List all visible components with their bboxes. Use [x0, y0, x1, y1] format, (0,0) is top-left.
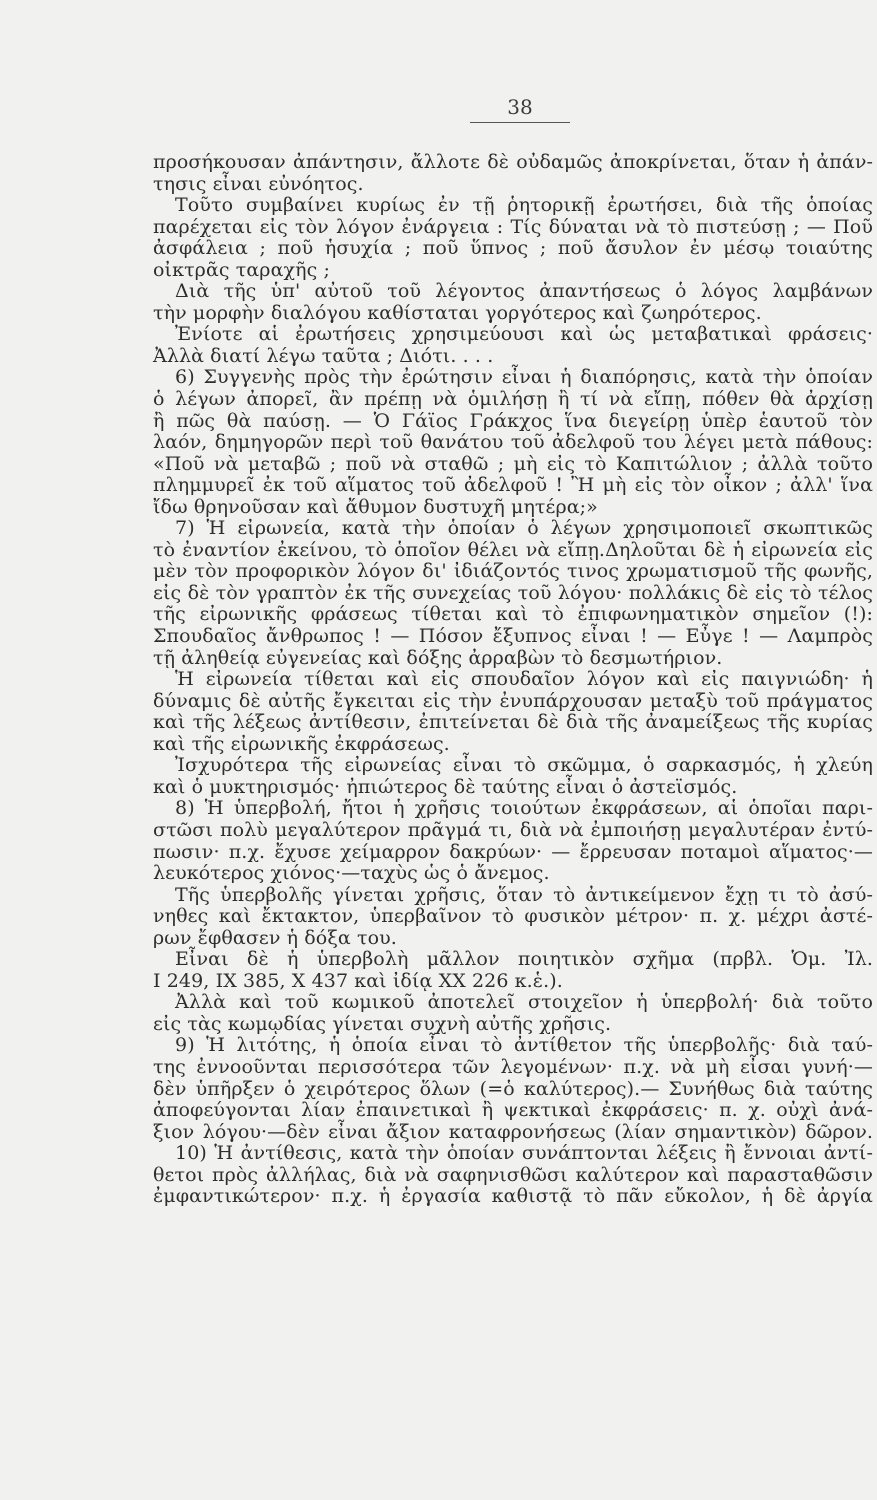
text-line: οἰκτρᾶς ταραχῆς ; — [153, 258, 330, 281]
text-line: Διὰ τῆς ὑπ' αὐτοῦ τοῦ λέγοντος ἀπαντήσεως ὁ λόγος λαμβάνων — [175, 280, 873, 303]
text-line: προσήκουσαν ἀπάντησιν, ἄλλοτε δὲ οὐδαμῶς ἀποκρίνεται, ὅταν ἡ ἀπάν- — [153, 151, 873, 173]
text-line: ἀποφεύγονται λίαν ἐπαινετικαὶ ἢ ψεκτικαὶ ἐκφράσεις· π. χ. οὐχὶ ἀνά- — [153, 1099, 873, 1122]
body-text — [153, 152, 873, 1208]
text-line: Ἐνίοτε αἱ ἐρωτήσεις χρησιμεύουσι καὶ ὡς μεταβατικαὶ φράσεις· — [175, 323, 873, 346]
text-line: λαόν, δημηγορῶν περὶ τοῦ θανάτου τοῦ ἀδελφοῦ του λέγει μετὰ πάθους: — [153, 431, 873, 454]
text-line: ἢ πῶς θὰ παύσῃ. — Ὁ Γάϊος Γράκχος ἵνα διεγείρῃ ὑπὲρ ἑαυτοῦ τὸν — [153, 409, 873, 432]
page-number-rule — [470, 122, 570, 123]
text-line: τὸ ἐναντίον ἐκείνου, τὸ ὁποῖον θέλει νὰ εἴπῃ.Δηλοῦται δὲ ἡ εἰρωνεία εἰς — [153, 538, 873, 561]
text-line: καὶ τῆς εἰρωνικῆς ἐκφράσεως. — [153, 732, 450, 755]
text-line: Ἰσχυρότερα τῆς εἰρωνείας εἶναι τὸ σκῶμμα, ὁ σαρκασμός, ἡ χλεύη — [175, 754, 873, 777]
text-line: Σπουδαῖος ἄνθρωπος ! — Πόσον ἔξυπνος εἶναι ! — Εὖγε ! — Λαμπρὸς — [153, 625, 873, 648]
text-line: 7) Ἡ εἰρωνεία, κατὰ τὴν ὁποίαν ὁ λέγων χρησιμοποιεῖ σκωπτικῶς — [175, 517, 873, 540]
text-line: ρων ἔφθασεν ἡ δόξα του. — [153, 926, 397, 949]
text-line: ἀσφάλεια ; ποῦ ἡσυχία ; ποῦ ὕπνος ; ποῦ ἄσυλον ἐν μέσῳ τοιαύτης — [153, 237, 873, 260]
text-line: της ἐννοοῦνται περισσότερα τῶν λεγομένων· π.χ. νὰ μὴ εἶσαι γυνή·— — [153, 1055, 873, 1078]
text-line: νηθες καὶ ἔκτακτον, ὑπερβαῖνον τὸ φυσικὸν μέτρον· π. χ. μέχρι ἀστέ- — [153, 905, 873, 928]
text-line: Ἀλλὰ καὶ τοῦ κωμικοῦ ἀποτελεῖ στοιχεῖον ἡ ὑπερβολή· διὰ τοῦτο — [175, 991, 873, 1014]
text-line: παρέχεται εἰς τὸν λόγον ἐνάργεια : Τίς δύναται νὰ τὸ πιστεύσῃ ; — Ποῦ — [153, 215, 873, 238]
text-line: δὲν ὑπῆρξεν ὁ χειρότερος ὅλων (=ὁ καλύτερος).— Συνήθως διὰ ταύτης — [153, 1077, 873, 1100]
text-line: 9) Ἡ λιτότης, ἡ ὁποία εἶναι τὸ ἀντίθετον τῆς ὑπερβολῆς· διὰ ταύ- — [175, 1034, 873, 1057]
text-line: ὁ λέγων ἀπορεῖ, ἂν πρέπῃ νὰ ὁμιλήσῃ ἢ τί νὰ εἴπῃ, πόθεν θὰ ἀρχίσῃ — [153, 388, 873, 411]
text-line: Ἀλλὰ διατί λέγω ταῦτα ; Διότι. . . . — [153, 344, 494, 367]
text-line: θετοι πρὸς ἀλλήλας, διὰ νὰ σαφηνισθῶσι καλύτερον καὶ παρασταθῶσιν — [153, 1163, 873, 1186]
text-line: Εἶναι δὲ ἡ ὑπερβολὴ μᾶλλον ποιητικὸν σχῆμα (πρβλ. Ὁμ. Ἰλ. — [175, 948, 873, 971]
text-line: ἴδω θρηνοῦσαν καὶ ἄθυμον δυστυχῆ μητέρα;» — [153, 495, 598, 518]
text-line: λευκότερος χιόνος·—ταχὺς ὡς ὁ ἄνεμος. — [153, 862, 550, 885]
text-line: 8) Ἡ ὑπερβολή, ἤτοι ἡ χρῆσις τοιούτων ἐκφράσεων, αἱ ὁποῖαι παρι- — [175, 797, 873, 820]
text-line: I 249, IX 385, X 437 καὶ ἰδίᾳ XX 226 κ.ἑ.). — [153, 969, 563, 992]
text-line: εἰς δὲ τὸν γραπτὸν ἐκ τῆς συνεχείας τοῦ λόγου· πολλάκις δὲ εἰς τὸ τέλος — [153, 581, 873, 604]
text-line: Τοῦτο συμβαίνει κυρίως ἐν τῇ ῥητορικῇ ἐρωτήσει, διὰ τῆς ὁποίας — [175, 194, 873, 217]
text-line: ἐμφαντικώτερον· π.χ. ἡ ἐργασία καθιστᾷ τὸ πᾶν εὔκολον, ἡ δὲ ἀργία — [153, 1185, 873, 1208]
text-line: ξιον λόγου·—δὲν εἶναι ἄξιον καταφρονήσεως (λίαν σημαντικὸν) δῶρον. — [153, 1120, 873, 1143]
text-line: τῇ ἀληθείᾳ εὐγενείας καὶ δόξης ἀρραβὼν τὸ δεσμωτήριον. — [153, 646, 723, 669]
text-line: τὴν μορφὴν διαλόγου καθίσταται γοργότερος καὶ ζωηρότερος. — [153, 301, 762, 324]
text-line: καὶ τῆς λέξεως ἀντίθεσιν, ἐπιτείνεται δὲ διὰ τῆς ἀναμείξεως τῆς κυρίας — [153, 711, 873, 734]
text-line: στῶσι πολὺ μεγαλύτερον πρᾶγμά τι, διὰ νὰ ἐμποιήσῃ μεγαλυτέραν ἐντύ- — [153, 818, 873, 841]
page-number: 38 — [507, 95, 533, 119]
text-line: «Ποῦ νὰ μεταβῶ ; ποῦ νὰ σταθῶ ; μὴ εἰς τὸ Καπιτώλιον ; ἀλλὰ τοῦτο — [153, 452, 873, 475]
text-line: πωσιν· π.χ. ἔχυσε χείμαρρον δακρύων· — ἔρρευσαν ποταμοὶ αἵματος·— — [153, 840, 873, 863]
text-line: τησις εἶναι εὐνόητος. — [153, 172, 364, 195]
text-line: τῆς εἰρωνικῆς φράσεως τίθεται καὶ τὸ ἐπιφωνηματικὸν σημεῖον (!): — [153, 603, 873, 626]
text-line: Ἡ εἰρωνεία τίθεται καὶ εἰς σπουδαῖον λόγον καὶ εἰς παιγνιώδη· ἡ — [175, 668, 873, 691]
text-line: Τῆς ὑπερβολῆς γίνεται χρῆσις, ὅταν τὸ ἀντικείμενον ἔχῃ τι τὸ ἀσύ- — [175, 883, 873, 906]
text-line: πλημμυρεῖ ἐκ τοῦ αἵματος τοῦ ἀδελφοῦ ! Ἢ μὴ εἰς τὸν οἶκον ; ἀλλ' ἵνα — [153, 474, 873, 497]
text-line: μὲν τὸν προφορικὸν λόγον δι' ἰδιάζοντός τινος χρωματισμοῦ τῆς φωνῆς, — [153, 560, 873, 583]
text-line: καὶ ὁ μυκτηρισμός· ἠπιώτερος δὲ ταύτης εἶναι ὁ ἀστεϊσμός. — [153, 775, 738, 798]
text-line: 6) Συγγενὴς πρὸς τὴν ἐρώτησιν εἶναι ἡ διαπόρησις, κατὰ τὴν ὁποίαν — [175, 366, 873, 389]
text-line: 10) Ἡ ἀντίθεσις, κατὰ τὴν ὁποίαν συνάπτονται λέξεις ἢ ἔννοιαι ἀντί- — [175, 1142, 873, 1165]
text-line: εἰς τὰς κωμῳδίας γίνεται συχνὴ αὐτῆς χρῆσις. — [153, 1012, 612, 1035]
text-line: δύναμις δὲ αὐτῆς ἔγκειται εἰς τὴν ἐνυπάρχουσαν μεταξὺ τοῦ πράγματος — [153, 689, 873, 712]
